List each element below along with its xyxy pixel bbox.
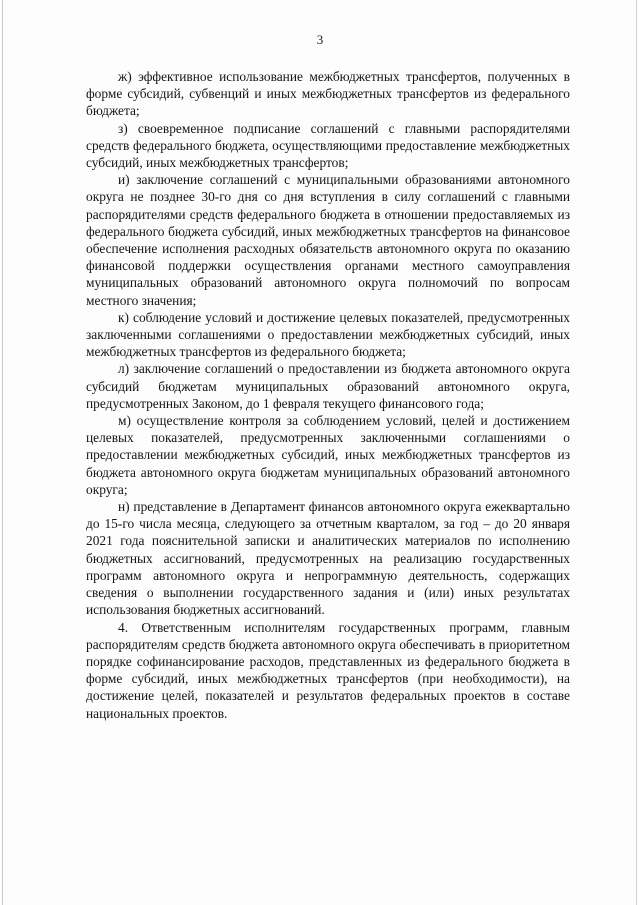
scan-edge-right bbox=[636, 0, 637, 905]
paragraph-n: н) представление в Департамент финансов автономного округа ежеквартально до 15-го числа месяца, следующего за отчетным кварталом, за год – до 20 января 2021 года пояснительной записки и аналитических материалов по исполнению бюджетных ассигнований, предусмотренных на реализацию государственных программ автономного округа и непрограммную деятельность, содержащих сведения о выполнении государственного задания и (или) иных результатах использования бюджетных ассигнований. bbox=[86, 499, 570, 618]
paragraph-i: и) заключение соглашений с муниципальными образованиями автономного округа не позднее 30-го дня со дня вступления в силу соглашений с главными распорядителями средств федерального бюджета в отношении предоставляемых из федерального бюджета субсидий, иных межбюджетных трансфертов на финансовое обеспечение исполнения расходных обязательств автономного округа по оказанию финансовой поддержки осуществления органами местного самоуправления муниципальных образований автономного округа полномочий по вопросам местного значения; bbox=[86, 172, 570, 308]
paragraph-k: к) соблюдение условий и достижение целевых показателей, предусмотренных заключенными соглашениями о предоставлении межбюджетных субсидий, иных межбюджетных трансфертов из федерального бюджета; bbox=[86, 309, 570, 360]
paragraph-4: 4. Ответственным исполнителям государственных программ, главным распорядителям средств бюджета автономного округа обеспечивать в приоритетном порядке софинансирование расходов, представленных из федерального бюджета в форме субсидий, иных межбюджетных трансфертов (при необходимости), на достижение целей, показателей и результатов федеральных проектов в составе национальных проектов. bbox=[86, 619, 570, 721]
paragraph-z: з) своевременное подписание соглашений с главными распорядителями средств федерального бюджета, осуществляющими предоставление межбюджетных субсидий, иных межбюджетных трансфертов; bbox=[86, 120, 570, 171]
paragraph-l: л) заключение соглашений о предоставлении из бюджета автономного округа субсидий бюджетам муниципальных образований автономного округа, предусмотренных Законом, до 1 февраля текущего финансового года; bbox=[86, 361, 570, 411]
paragraph-m: м) осуществление контроля за соблюдением условий, целей и достижением целевых показателей, предусмотренных заключенными соглашениями о предоставлении межбюджетных субсидий, иных межбюджетных трансфертов из бюджета автономного округа бюджетам муниципальных образований автономного округа; bbox=[86, 413, 570, 497]
document-body bbox=[86, 68, 570, 722]
scan-edge-left bbox=[2, 0, 3, 905]
paragraph-zh: ж) эффективное использование межбюджетных трансфертов, полученных в форме субсидий, субвенций и иных межбюджетных трансфертов из федерального бюджета; bbox=[86, 69, 570, 119]
page-number: 3 bbox=[316, 32, 324, 47]
